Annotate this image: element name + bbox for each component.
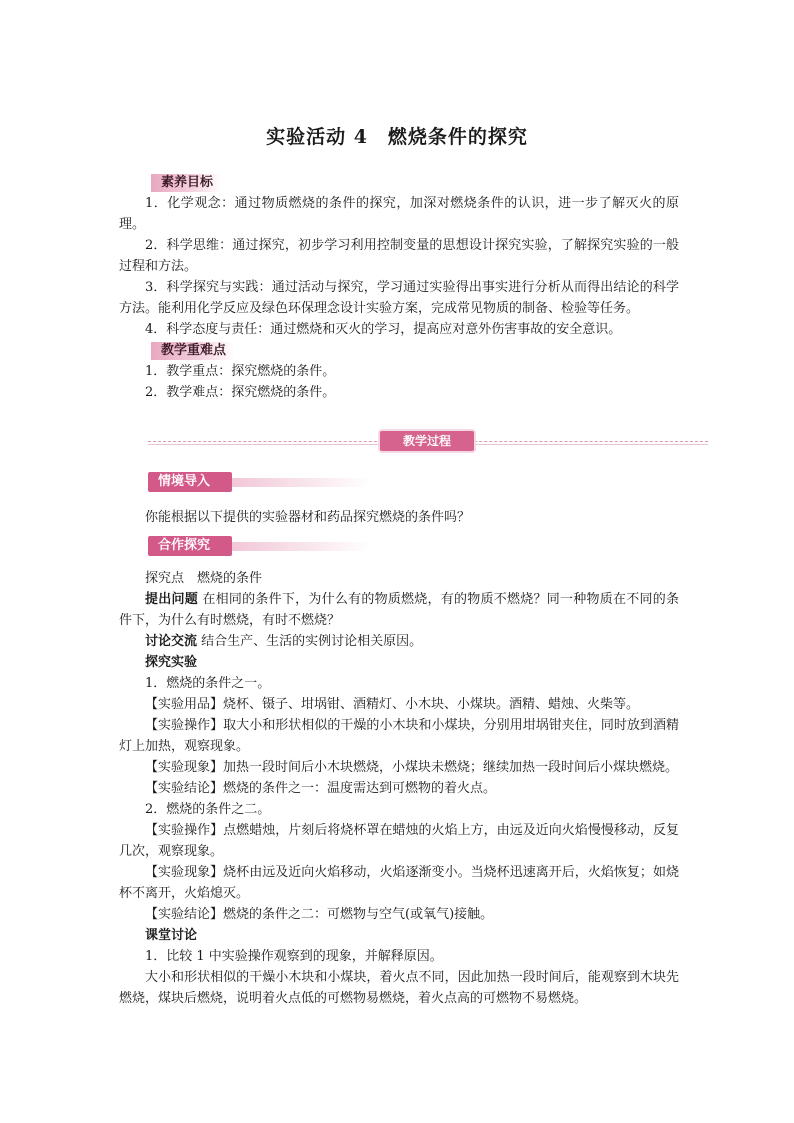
exp2-conclusion: 【实验结论】燃烧的条件之二：可燃物与空气(或氧气)接触。 xyxy=(145,907,494,922)
goal-item: 1．化学观念：通过物质燃烧的条件的探究，加深对燃烧条件的认识，进一步了解灭火的原理。 xyxy=(119,196,679,232)
experiment-label: 探究实验 xyxy=(145,655,198,670)
intro-section xyxy=(119,507,679,528)
cooperative-inquiry-label: 合作探究 xyxy=(148,536,232,556)
inquiry-section xyxy=(119,568,679,1009)
class-answer-1: 大小和形状相似的干燥小木块和小煤块，着火点不同，因此加热一段时间后，能观察到木块先燃烧，煤块后燃烧，说明着火点低的可燃物易燃烧，着火点高的可燃物不易燃烧。 xyxy=(119,970,679,1006)
literacy-goals-badge: 素养目标 xyxy=(151,174,221,192)
exp2-operation: 【实验操作】点燃蜡烛，片刻后将烧杯罩在蜡烛的火焰上方，由远及近向火焰慢慢移动，反复几次，观察现象。 xyxy=(119,823,679,859)
literacy-goals-section xyxy=(119,172,679,403)
experiment-heading xyxy=(119,652,679,673)
cooperative-inquiry-tag xyxy=(148,536,232,556)
exp1-phenomenon: 【实验现象】加热一段时间后小木块燃烧，小煤块未燃烧；继续加热一段时间后小煤块燃烧。 xyxy=(145,760,679,775)
question-text: 在相同的条件下，为什么有的物质燃烧，有的物质不燃烧？同一种物质在不同的条件下，为什么有时燃烧，有时不燃烧？ xyxy=(119,592,679,628)
goal-item: 2．科学思维：通过探究，初步学习利用控制变量的思想设计探究实验，了解探究实验的一般过程和方法。 xyxy=(119,238,679,274)
goal-item: 3．科学探究与实践：通过活动与探究，学习通过实验得出事实进行分析从而得出结论的科学方法。能利用化学反应及绿色环保理念设计实验方案，完成常见物质的制备、检验等任务。 xyxy=(119,280,679,316)
discussion-label: 讨论交流 xyxy=(145,634,198,649)
exp2-title: 2．燃烧的条件之二。 xyxy=(145,802,271,817)
exp1-title: 1．燃烧的条件之一。 xyxy=(145,676,271,691)
page-title: 实验活动 4 燃烧条件的探究 xyxy=(266,126,528,148)
tag-tail xyxy=(232,542,372,551)
exp1-operation: 【实验操作】取大小和形状相似的干燥的小木块和小煤块，分别用坩埚钳夹住，同时放到酒精灯上加热，观察现象。 xyxy=(119,718,679,754)
question-label: 提出问题 xyxy=(145,592,198,607)
class-question-1: 1．比较 1 中实验操作观察到的现象，并解释原因。 xyxy=(145,949,443,964)
situation-intro-label: 情境导入 xyxy=(148,472,232,492)
tag-tail xyxy=(232,478,372,487)
exp2-phenomenon: 【实验现象】烧杯由远及近向火焰移动，火焰逐渐变小。当烧杯迅速离开后，火焰恢复；如烧杯不离开，火焰熄灭。 xyxy=(119,865,679,901)
exp1-materials: 【实验用品】烧杯、镊子、坩埚钳、酒精灯、小木块、小煤块。酒精、蜡烛、火柴等。 xyxy=(145,697,640,712)
intro-question: 你能根据以下提供的实验器材和药品探究燃烧的条件吗？ xyxy=(145,510,471,525)
question-paragraph xyxy=(119,589,679,631)
discussion-paragraph xyxy=(119,631,679,652)
discussion-text: 结合生产、生活的实例讨论相关原因。 xyxy=(201,634,423,649)
inquiry-point: 探究点 燃烧的条件 xyxy=(145,571,263,586)
key-point-item: 1．教学重点：探究燃烧的条件。 xyxy=(145,364,336,379)
goal-item: 4．科学态度与责任：通过燃烧和灭火的学习，提高应对意外伤害事故的安全意识。 xyxy=(145,322,622,337)
teaching-process-banner xyxy=(148,431,708,453)
exp1-conclusion: 【实验结论】燃烧的条件之一：温度需达到可燃物的着火点。 xyxy=(145,781,497,796)
teaching-process-label: 教学过程 xyxy=(380,431,474,451)
situation-intro-tag xyxy=(148,472,232,492)
key-difficult-badge: 教学重难点 xyxy=(151,342,234,360)
difficult-point-item: 2．教学难点：探究燃烧的条件。 xyxy=(145,385,336,400)
class-discussion-label: 课堂讨论 xyxy=(145,928,198,943)
class-discussion-heading xyxy=(119,925,679,946)
